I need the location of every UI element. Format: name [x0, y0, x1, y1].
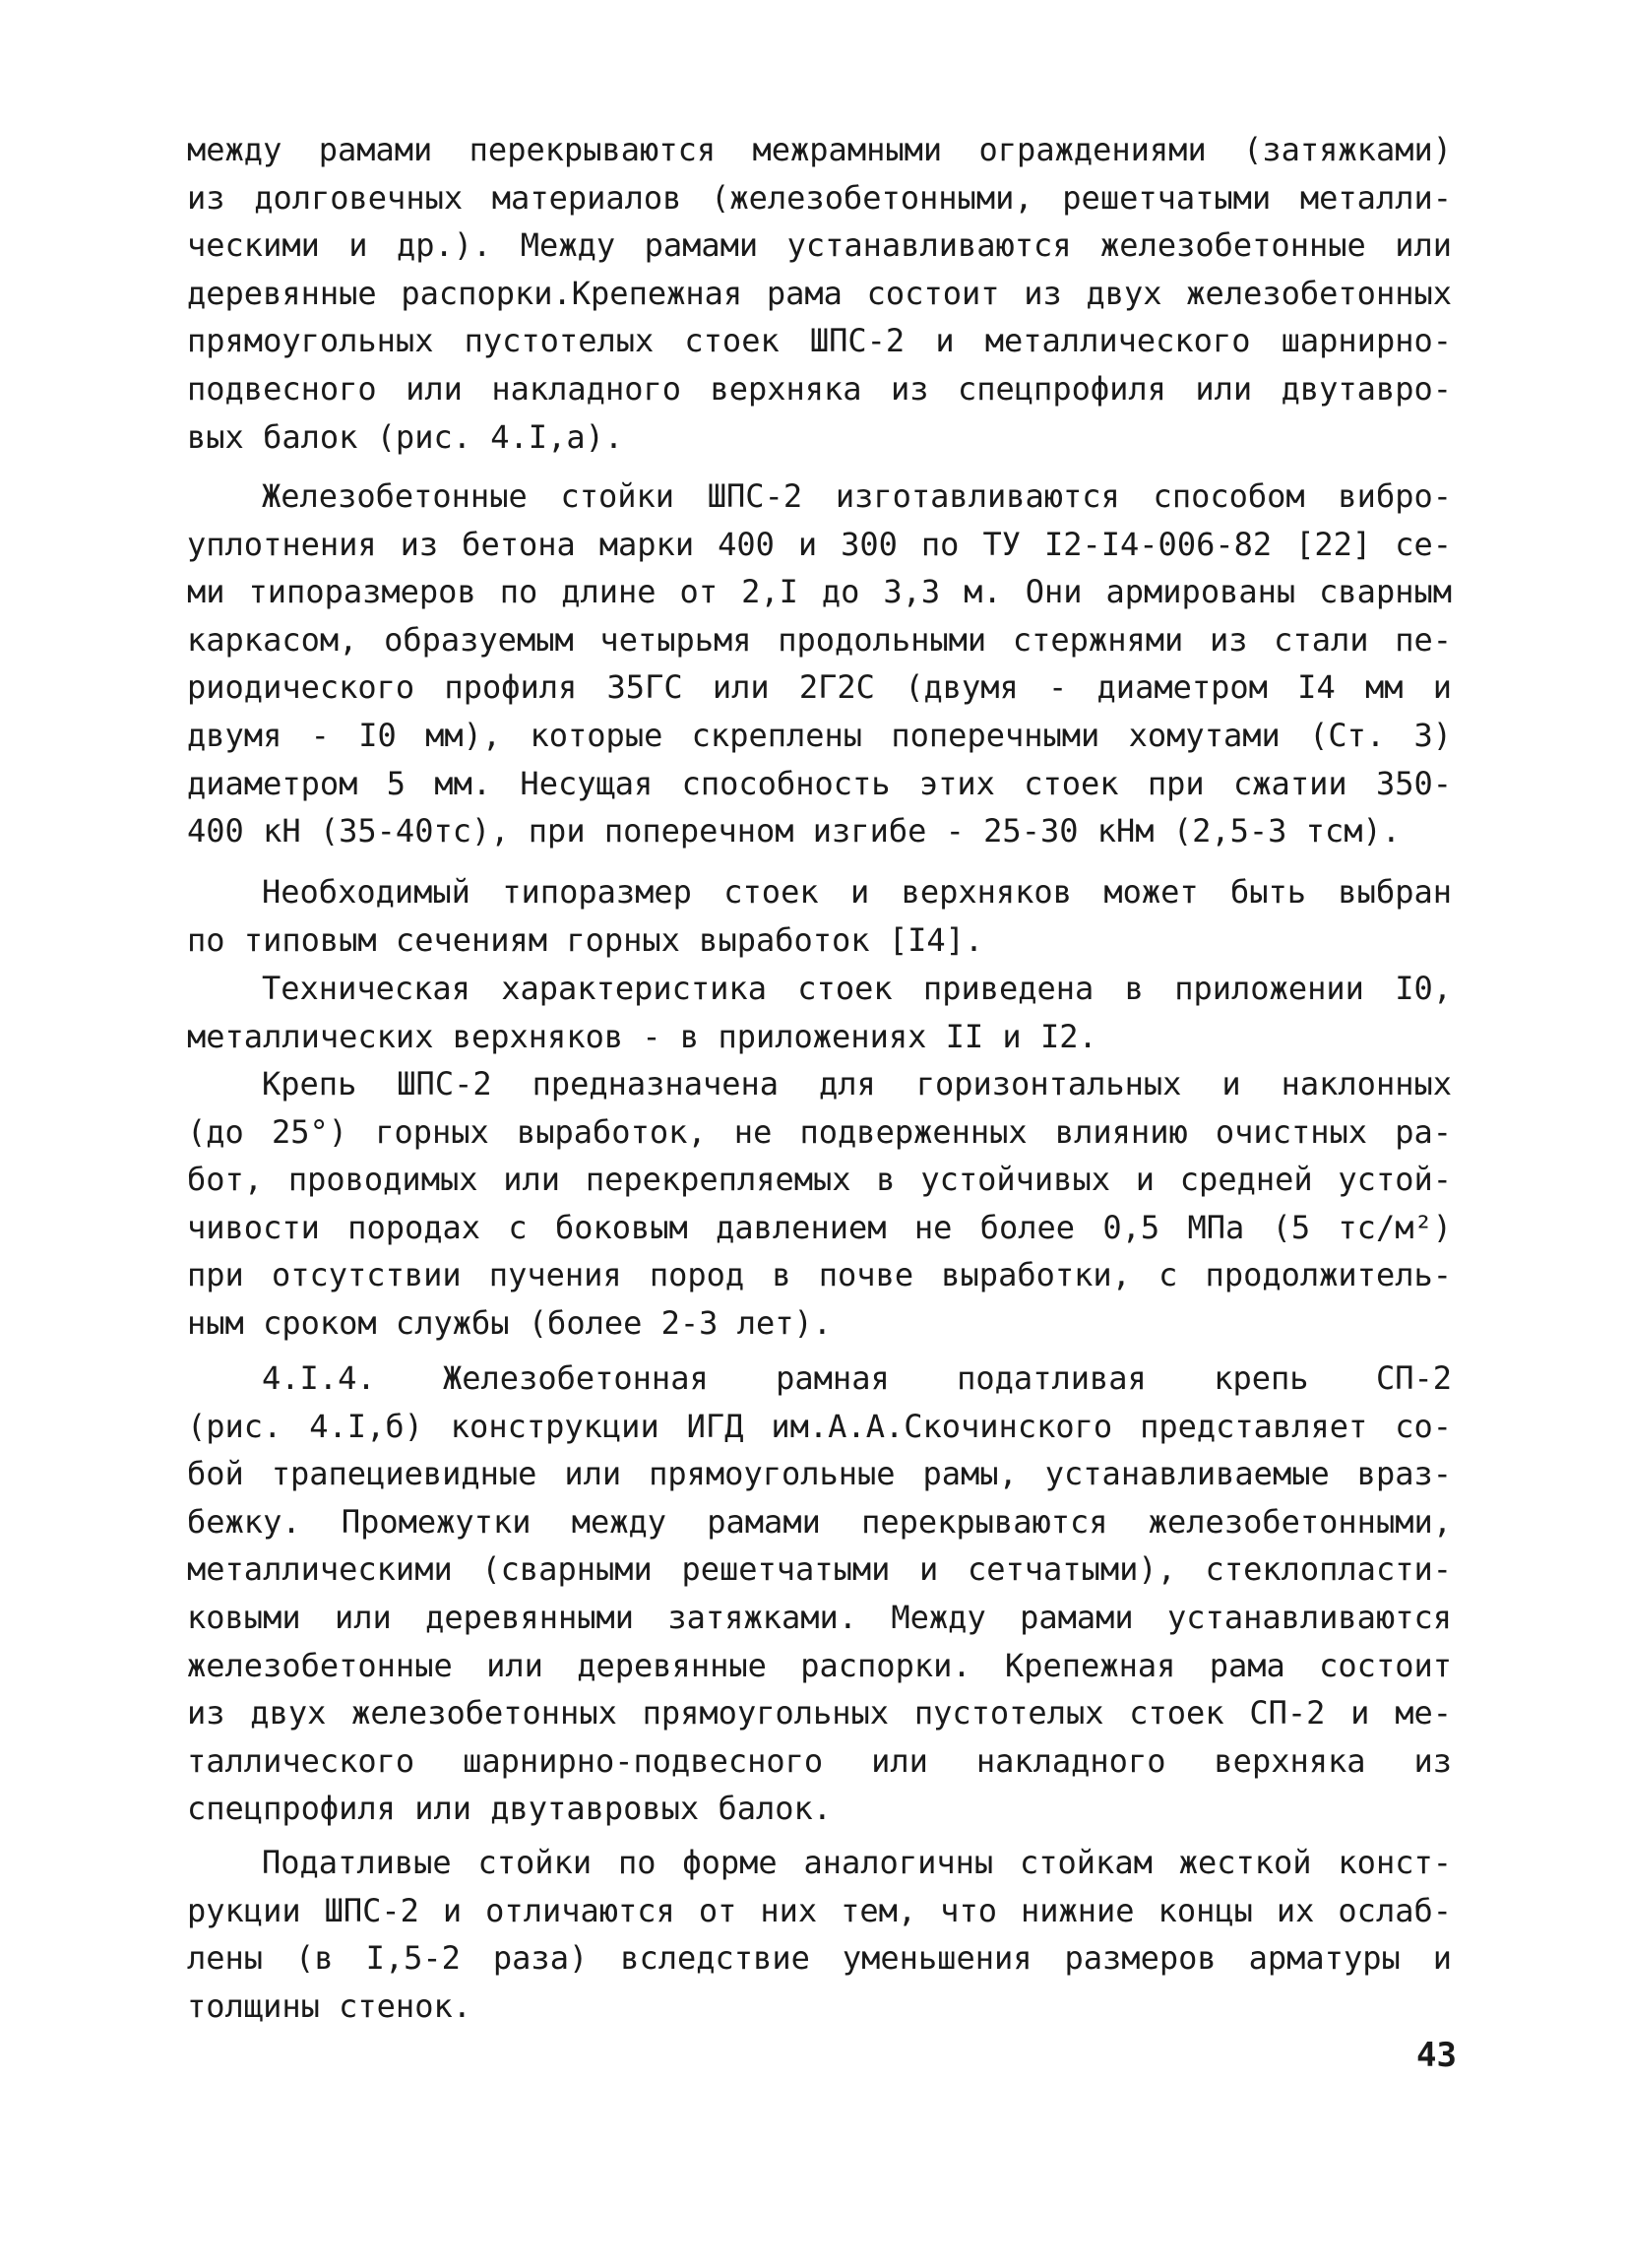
text-line: металлическими (сварными решетчатыми и сетчатыми), стеклопласти-	[187, 1550, 1452, 1589]
text-line: ковыми или деревянными затяжками. Между рамами устанавливаются	[187, 1598, 1452, 1636]
text-line: деревянные распорки.Крепежная рама состоит из двух железобетонных	[187, 274, 1452, 312]
text-line: ческими и др.). Между рамами устанавливаются железобетонные или	[187, 226, 1452, 265]
page-number: 43	[1416, 2036, 1457, 2075]
text-line: толщины стенок.	[187, 1986, 471, 2025]
text-line: металлических верхняков - в приложениях II и I2.	[187, 1017, 1097, 1055]
paragraph-7	[187, 1839, 1452, 2030]
paragraph-2	[187, 472, 1452, 855]
text-line: риодического профиля 35ГС или 2Г2С (двумя - диаметром I4 мм и	[187, 668, 1452, 707]
text-line: каркасом, образуемым четырьмя продольными стержнями из стали пе-	[187, 620, 1452, 659]
text-line: двумя - I0 мм), которые скреплены поперечными хомутами (Ст. 3)	[187, 716, 1452, 754]
text-line: таллического шарнирно-подвесного или накладного верхняка из	[187, 1741, 1452, 1780]
text-line: 4.I.4. Железобетонная рамная податливая крепь СП-2	[262, 1359, 1452, 1397]
text-line: уплотнения из бетона марки 400 и 300 по ТУ I2-I4-006-82 [22] се-	[187, 525, 1452, 563]
paragraph-4	[187, 965, 1452, 1060]
text-line: по типовым сечениям горных выработок [I4].	[187, 920, 984, 959]
text-line: из двух железобетонных прямоугольных пустотелых стоек СП-2 и ме-	[187, 1694, 1452, 1732]
text-line: (до 25°) горных выработок, не подверженных влиянию очистных ра-	[187, 1112, 1452, 1151]
text-line: спецпрофиля или двутавровых балок.	[187, 1790, 833, 1828]
text-line: между рамами перекрываются межрамными ограждениями (затяжками)	[187, 131, 1452, 168]
text-line: рукции ШПС-2 и отличаются от них тем, что нижние концы их ослаб-	[187, 1891, 1452, 1929]
text-line: вых балок (рис. 4.I,а).	[187, 417, 624, 456]
paragraph-5	[187, 1060, 1452, 1348]
paragraph-1	[187, 126, 1452, 461]
text-line: ным сроком службы (более 2-3 лет).	[187, 1303, 833, 1342]
text-line: подвесного или накладного верхняка из спецпрофиля или двутавро-	[187, 369, 1452, 408]
text-line: (рис. 4.I,б) конструкции ИГД им.А.А.Скочинского представляет со-	[187, 1407, 1452, 1445]
text-line: прямоугольных пустотелых стоек ШПС-2 и металлического шарнирно-	[187, 322, 1452, 360]
text-line: ми типоразмеров по длине от 2,I до 3,3 м. Они армированы сварным	[187, 573, 1452, 611]
text-line: Техническая характеристика стоек приведена в приложении I0,	[262, 970, 1452, 1007]
text-line: Железобетонные стойки ШПС-2 изготавливаются способом вибро-	[262, 477, 1452, 515]
text-line: железобетонные или деревянные распорки. Крепежная рама состоит	[187, 1646, 1452, 1684]
text-line: Податливые стойки по форме аналогичны стойкам жесткой конст-	[262, 1844, 1452, 1881]
text-line: диаметром 5 мм. Несущая способность этих стоек при сжатии 350-	[187, 764, 1452, 802]
text-line: бот, проводимых или перекрепляемых в устойчивых и средней устой-	[187, 1161, 1452, 1199]
text-line: лены (в I,5-2 раза) вследствие уменьшения размеров арматуры и	[187, 1939, 1452, 1978]
paragraph-3	[187, 868, 1452, 964]
text-line: Необходимый типоразмер стоек и верхняков может быть выбран	[262, 873, 1452, 911]
text-line: 400 кН (35-40тс), при поперечном изгибе - 25-30 кНм (2,5-3 тсм).	[187, 812, 1401, 850]
text-line: из долговечных материалов (железобетонными, решетчатыми металли-	[187, 178, 1452, 217]
text-line: бой трапециевидные или прямоугольные рамы, устанавливаемые враз-	[187, 1455, 1452, 1493]
text-line: чивости породах с боковым давлением не более 0,5 МПа (5 тс/м²)	[187, 1208, 1452, 1246]
text-line: бежку. Промежутки между рамами перекрываются железобетонными,	[187, 1502, 1452, 1541]
paragraph-section-4-1-4	[187, 1354, 1452, 1833]
text-line: Крепь ШПС-2 предназначена для горизонтальных и наклонных	[262, 1065, 1452, 1102]
text-line: при отсутствии пучения пород в почве выработки, с продолжитель-	[187, 1256, 1452, 1294]
